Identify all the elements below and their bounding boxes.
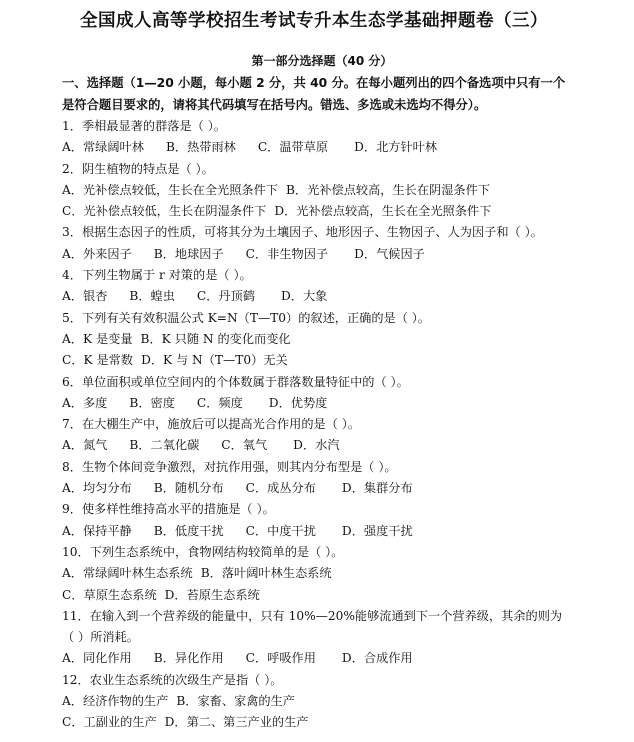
option-row	[62, 137, 590, 158]
answer-option: A．保持平静	[62, 523, 132, 538]
question-item	[62, 159, 590, 223]
question-item	[62, 457, 590, 500]
answer-option: A．银杏	[62, 289, 108, 304]
answer-option: B．异化作用	[153, 651, 224, 666]
question-stem: 4．下列生物属于 r 对策的是（ ）。	[62, 268, 252, 283]
answer-option: A．常绿阔叶林	[62, 140, 144, 155]
question-stem: 9．使多样性维持高水平的措施是（ ）。	[62, 502, 275, 517]
answer-option: B．低度干扰	[153, 523, 224, 538]
question-stem: 5．下列有关有效积温公式 K=N（T—T0）的叙述，正确的是（ ）。	[62, 310, 431, 325]
question-stem: 10．下列生态系统中，食物网结构较简单的是（ ）。	[62, 544, 344, 559]
question-item	[62, 222, 590, 265]
answer-option: A．氮气	[62, 438, 108, 453]
question-stem: 7．在大棚生产中，施放后可以提高光合作用的是（ ）。	[62, 417, 361, 432]
question-list	[62, 116, 590, 734]
answer-option: B．落叶阔叶林生态系统	[200, 566, 332, 581]
answer-option: D．水汽	[293, 438, 340, 453]
option-row	[62, 521, 590, 542]
option-row	[62, 712, 590, 733]
document-title: 全国成人高等学校招生考试专升本生态学基础押题卷（三）	[80, 11, 548, 31]
answer-option: A．多度	[62, 395, 108, 410]
part-title: 第一部分选择题（40 分）	[251, 54, 393, 68]
answer-option: D．K 与 N（T—T0）无关	[141, 353, 288, 368]
question-item	[62, 372, 590, 415]
answer-option: C．中度干扰	[245, 523, 316, 538]
answer-option: C．非生物因子	[245, 246, 329, 261]
option-row	[62, 286, 590, 307]
answer-option: D．北方针叶林	[354, 140, 438, 155]
option-row	[62, 478, 590, 499]
question-stem: 6．单位面积或单位空间内的个体数属于群落数量特征中的（ ）。	[62, 374, 409, 389]
option-row	[62, 244, 590, 265]
answer-option: A．外来因子	[62, 246, 132, 261]
answer-option: B．随机分布	[153, 481, 224, 496]
answer-option: B．热带雨林	[165, 140, 236, 155]
answer-option: D．强度干扰	[341, 523, 413, 538]
answer-option: C．呼吸作用	[245, 651, 316, 666]
question-stem: 1．季相最显著的群落是（ ）。	[62, 119, 226, 133]
question-stem: 3．根据生态因子的性质，可将其分为土壤因子、地形因子、生物因子、人为因子和（ ）。	[62, 225, 543, 240]
answer-option: A．经济作物的生产	[62, 694, 169, 709]
answer-option: A．常绿阔叶林生态系统	[62, 566, 193, 581]
question-item	[62, 308, 590, 372]
answer-option: C．温带草原	[257, 140, 329, 155]
question-stem: 11．在输入到一个营养级的能量中，只有 10%—20%能够流通到下一个营养级，其余的则为	[62, 608, 563, 623]
question-item	[62, 499, 590, 542]
answer-option: C．草原生态系统	[62, 587, 157, 602]
answer-option: B．二氧化碳	[129, 438, 200, 453]
option-row	[62, 563, 590, 584]
answer-option: C．丹顶鹤	[196, 289, 255, 304]
option-row	[62, 585, 590, 606]
question-stem: 8．生物个体间竞争激烈，对抗作用强，则其内分布型是（ ）。	[62, 459, 397, 474]
option-row	[62, 329, 590, 350]
answer-option: A．K 是变量	[62, 331, 133, 346]
answer-option: A．同化作用	[62, 651, 132, 666]
answer-option: A．光补偿点较低，生长在全光照条件下	[62, 182, 278, 197]
answer-option: C．频度	[196, 395, 243, 410]
answer-option: B．地球因子	[153, 246, 224, 261]
instructions-line: 是符合题目要求的，请将其代码填写在括号内。错选、多选或未选均不得分）。	[62, 97, 487, 112]
answer-option: D．气候因子	[354, 246, 425, 261]
answer-option: B．家畜、家禽的生产	[176, 694, 295, 709]
question-item	[62, 265, 590, 308]
question-item	[62, 670, 590, 734]
answer-option: C．工副业的生产	[62, 715, 157, 730]
answer-option: C．成丛分布	[245, 481, 316, 496]
question-stem: 12．农业生态系统的次级生产是指（ ）。	[62, 672, 283, 687]
answer-option: A．均匀分布	[62, 481, 132, 496]
answer-option: C．K 是常数	[62, 353, 134, 368]
answer-option: D．合成作用	[341, 651, 413, 666]
option-row	[62, 350, 590, 371]
option-row	[62, 201, 590, 222]
answer-option: C．光补偿点较低，生长在阴湿条件下	[62, 204, 267, 219]
answer-option: D．第二、第三产业的生产	[164, 715, 309, 730]
question-item	[62, 606, 590, 670]
answer-option: B．密度	[129, 395, 175, 410]
question-stem: （ ）所消耗。	[62, 630, 139, 645]
option-row	[62, 393, 590, 414]
option-row	[62, 691, 590, 712]
answer-option: B．蝗虫	[129, 289, 175, 304]
question-item	[62, 116, 590, 159]
option-row	[62, 435, 590, 456]
option-row	[62, 648, 590, 669]
question-item	[62, 542, 590, 606]
section-instructions	[62, 73, 590, 116]
question-item	[62, 414, 590, 457]
instructions-line: 一、选择题（1—20 小题，每小题 2 分，共 40 分。在每小题列出的四个备选项中只有一个	[62, 76, 566, 90]
answer-option: D．大象	[280, 289, 328, 304]
answer-option: B．K 只随 N 的变化而变化	[140, 331, 291, 346]
answer-option: C．氧气	[221, 438, 268, 453]
answer-option: B．光补偿点较高，生长在阴湿条件下	[286, 182, 490, 197]
answer-option: D．优势度	[268, 395, 328, 410]
option-row	[62, 180, 590, 201]
answer-option: D．集群分布	[341, 481, 413, 496]
answer-option: D．光补偿点较高，生长在全光照条件下	[274, 204, 492, 219]
answer-option: D．苔原生态系统	[164, 587, 260, 602]
question-stem: 2．阴生植物的特点是（ ）。	[62, 161, 214, 176]
